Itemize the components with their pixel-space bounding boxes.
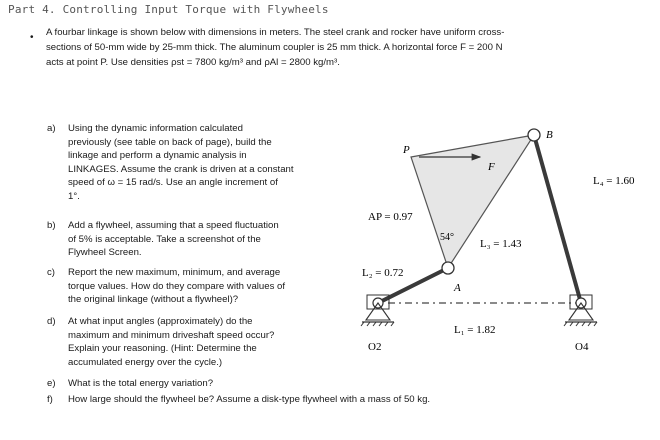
label-o2: O2 bbox=[368, 341, 382, 353]
bullet-glyph: • bbox=[30, 32, 34, 43]
label-a: A bbox=[454, 282, 461, 294]
label-ap: AP = 0.97 bbox=[368, 211, 413, 223]
question-label: f) bbox=[47, 394, 53, 405]
ground-support-o2-icon bbox=[361, 295, 394, 326]
problem-line-1: A fourbar linkage is shown below with dimensions in meters. The steel crank and rocker have uniform cross- bbox=[46, 27, 505, 38]
label-f: F bbox=[488, 161, 495, 173]
question-line: 1°. bbox=[68, 190, 80, 202]
question-line: What is the total energy variation? bbox=[68, 378, 214, 389]
label-b: B bbox=[546, 129, 553, 141]
question-line: of 5% is acceptable. Take a screenshot of the bbox=[68, 233, 261, 245]
question-label: a) bbox=[47, 123, 56, 134]
question-line: previously (see table on back of page), build the bbox=[68, 136, 272, 148]
label-p: P bbox=[403, 144, 410, 156]
question-line: LINKAGES. Assume the crank is driven at a constant bbox=[68, 163, 294, 175]
question-line: torque values. How do they compare with values of bbox=[68, 280, 286, 292]
question-line: At what input angles (approximately) do the bbox=[68, 316, 253, 327]
pin-b-icon bbox=[528, 129, 540, 141]
problem-line-2: sections of 50-mm wide by 25-mm thick. The aluminum coupler is 25 mm thick. A horizontal force F = 200 N bbox=[46, 42, 503, 53]
question-label: c) bbox=[47, 267, 55, 278]
label-l2: L₂ = 0.72 bbox=[362, 267, 404, 279]
ground-support-o4-icon bbox=[564, 295, 597, 326]
question-line: Using the dynamic information calculated bbox=[68, 123, 243, 134]
label-l3: L₃ = 1.43 bbox=[480, 238, 522, 250]
question-label: d) bbox=[47, 316, 56, 327]
question-line: accumulated energy over the cycle.) bbox=[68, 356, 223, 368]
question-line: speed of ω = 15 rad/s. Use an angle increment of bbox=[68, 177, 278, 188]
label-l1: L₁ = 1.82 bbox=[454, 324, 496, 336]
question-line: Explain your reasoning. (Hint: Determine the bbox=[68, 343, 257, 354]
question-line: Add a flywheel, assuming that a speed fluctuation bbox=[68, 220, 279, 231]
question-line: linkage and perform a dynamic analysis in bbox=[68, 150, 247, 161]
section-heading: Part 4. Controlling Input Torque with Flywheels bbox=[8, 3, 329, 16]
label-l4: L₄ = 1.60 bbox=[593, 175, 635, 187]
problem-line-3: acts at point P. Use densities ρst = 7800 kg/m³ and ρAl = 2800 kg/m³. bbox=[46, 57, 340, 68]
question-line: Report the new maximum, minimum, and average bbox=[68, 267, 281, 278]
label-angle: 54° bbox=[440, 232, 454, 243]
question-label: e) bbox=[47, 378, 56, 389]
question-line: the original linkage (without a flywheel)? bbox=[68, 294, 239, 305]
question-line: maximum and minimum driveshaft speed occur? bbox=[68, 329, 275, 341]
rocker-link bbox=[534, 135, 581, 303]
question-line: How large should the flywheel be? Assume a disk-type flywheel with a mass of 50 kg. bbox=[68, 394, 431, 405]
label-o4: O4 bbox=[575, 341, 589, 353]
question-label: b) bbox=[47, 220, 56, 231]
pin-a-icon bbox=[442, 262, 454, 274]
question-line: Flywheel Screen. bbox=[68, 247, 142, 258]
